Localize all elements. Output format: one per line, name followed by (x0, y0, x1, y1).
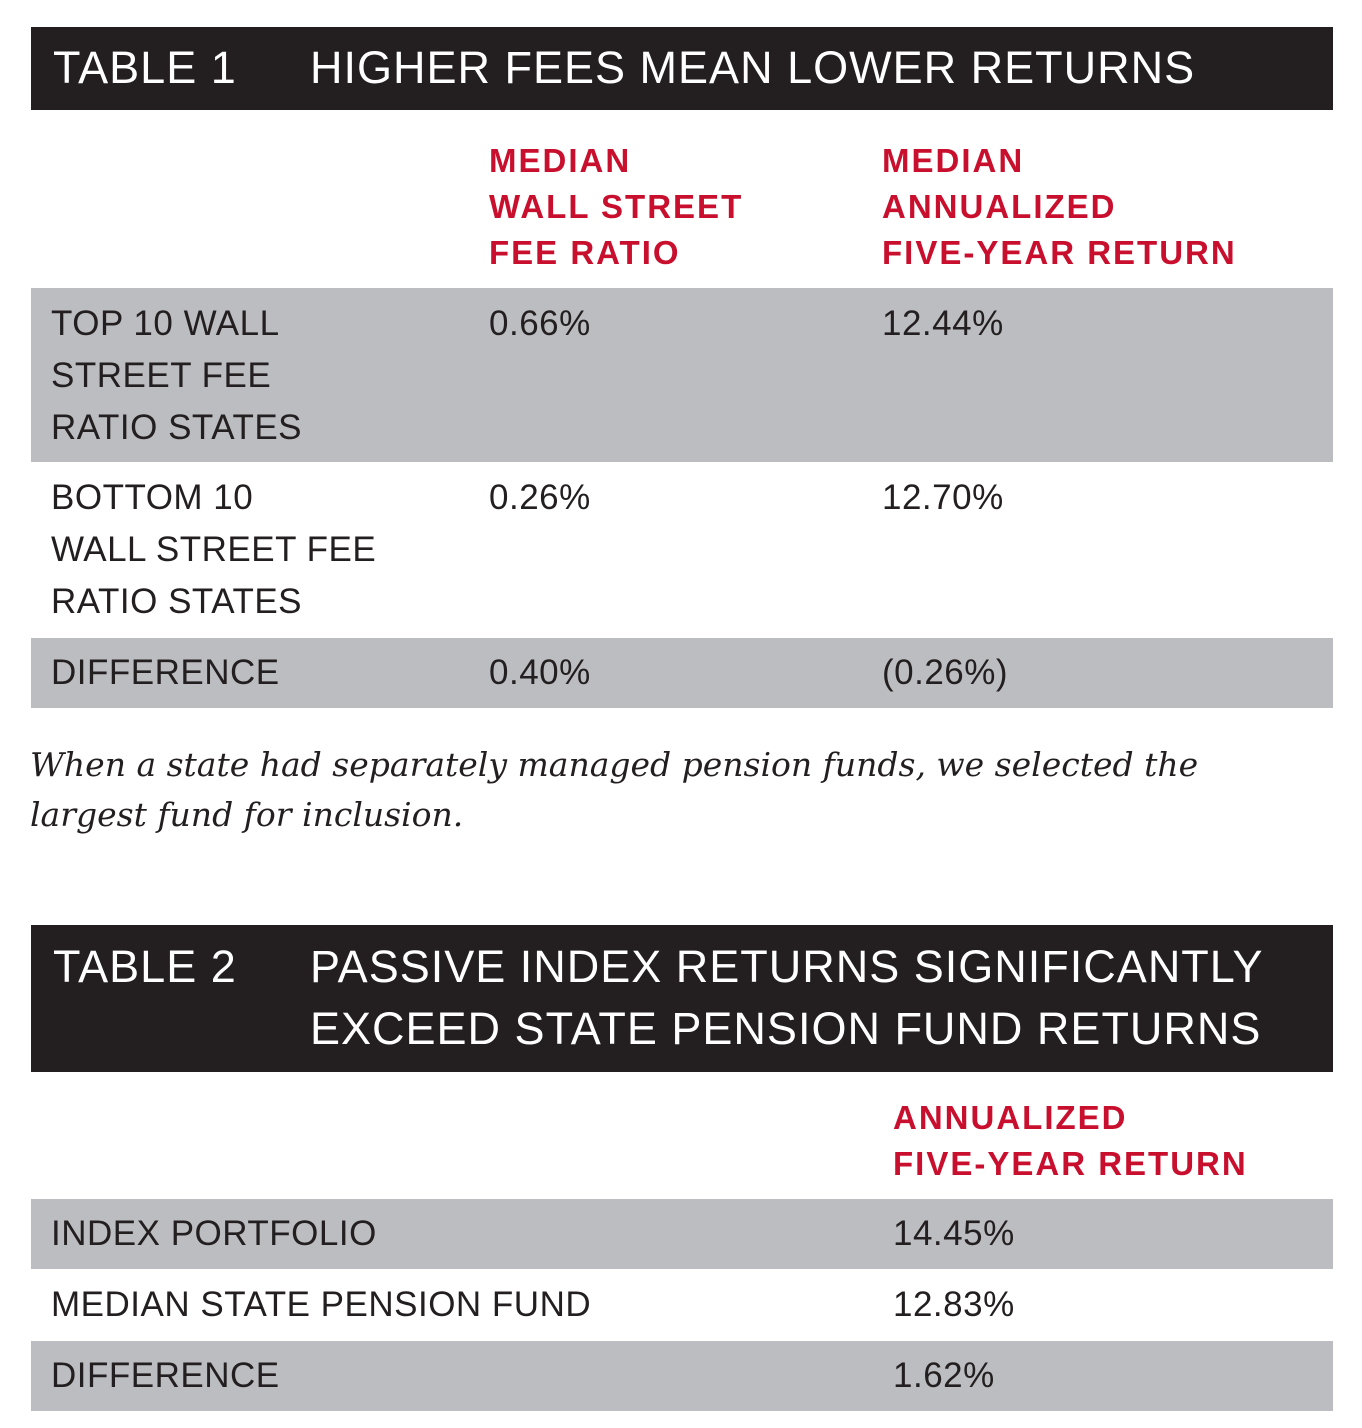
table-row (31, 638, 1333, 708)
table-row (31, 462, 1333, 638)
table1-title-bar (31, 27, 1333, 110)
table1-number: TABLE 1 (53, 42, 237, 93)
table1-footnote: When a state had separately managed pension funds, we selected the largest fund for inclusion. (30, 745, 1199, 834)
row-label: TOP 10 WALL STREET FEE RATIO STATES (51, 304, 303, 447)
fee-ratio-value: 0.66% (489, 304, 591, 343)
return-value: 12.70% (882, 478, 1004, 517)
fee-ratio-value: 0.26% (489, 478, 591, 517)
table2-title-line1: PASSIVE INDEX RETURNS SIGNIFICANTLY (310, 941, 1264, 992)
row-label: MEDIAN STATE PENSION FUND (51, 1285, 592, 1324)
table2-number: TABLE 2 (53, 941, 237, 992)
row-label: BOTTOM 10 WALL STREET FEE RATIO STATES (51, 478, 377, 621)
table1-col-return-header: MEDIAN ANNUALIZED FIVE-YEAR RETURN (882, 142, 1237, 271)
table-row (31, 288, 1333, 462)
return-value: 1.62% (893, 1356, 995, 1395)
return-value: 12.83% (893, 1285, 1015, 1324)
row-label: INDEX PORTFOLIO (51, 1214, 377, 1253)
table2-col-return-header: ANNUALIZED FIVE-YEAR RETURN (893, 1099, 1248, 1182)
return-value: 12.44% (882, 304, 1004, 343)
table1-col-fee-ratio-header: MEDIAN WALL STREET FEE RATIO (489, 142, 744, 271)
return-value: (0.26%) (882, 653, 1009, 692)
fee-ratio-value: 0.40% (489, 653, 591, 692)
row-label: DIFFERENCE (51, 653, 280, 692)
table2-title-line2: EXCEED STATE PENSION FUND RETURNS (310, 1003, 1262, 1054)
table-row (31, 1269, 1333, 1341)
return-value: 14.45% (893, 1214, 1015, 1253)
table-row (31, 1341, 1333, 1411)
table2-title-bar (31, 925, 1333, 1072)
table-row (31, 1199, 1333, 1269)
row-label: DIFFERENCE (51, 1356, 280, 1395)
table1-title: HIGHER FEES MEAN LOWER RETURNS (310, 42, 1196, 93)
